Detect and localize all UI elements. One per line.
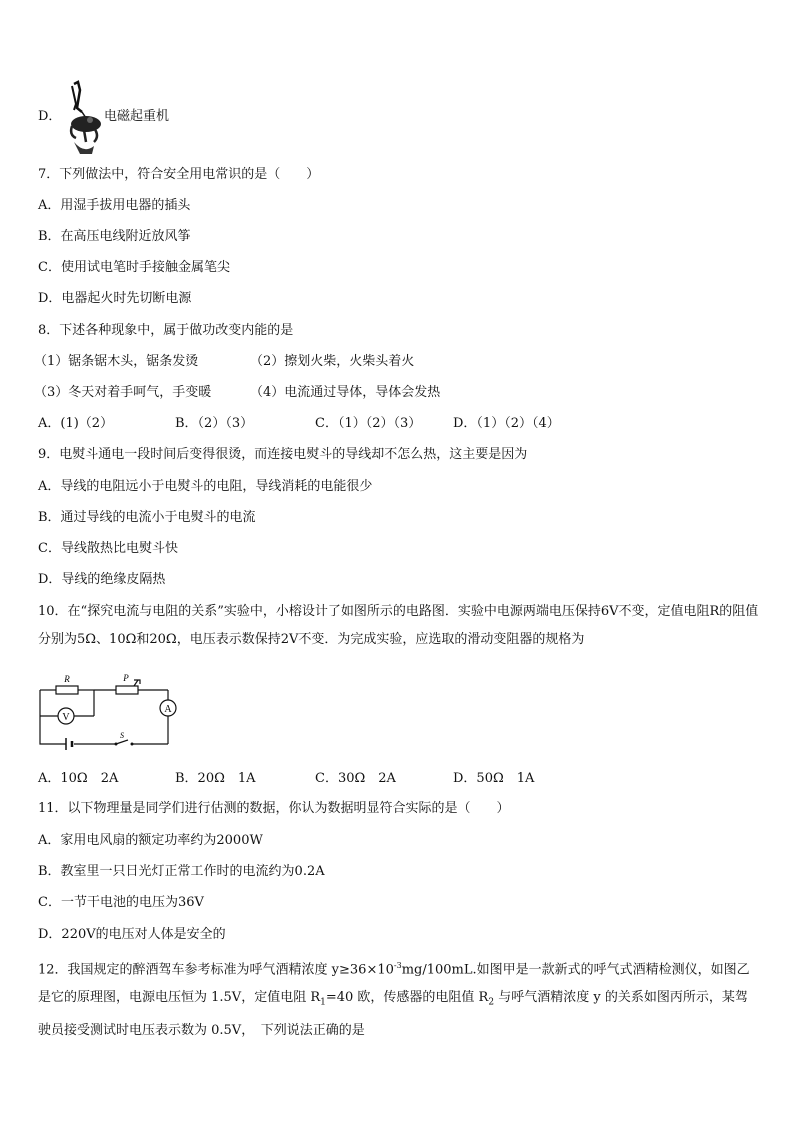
resistor-label: R	[64, 674, 70, 684]
q12-stem-part3: =40 欧，传感器的电阻值 R	[325, 990, 489, 1006]
q10-option-b: B．20Ω 1A	[175, 771, 256, 786]
q10-option-a: A．10Ω 2A	[38, 771, 119, 786]
q8-item-1: （1）锯条锯木头，锯条发烫	[34, 354, 199, 369]
q9-option-a: A．导线的电阻远小于电熨斗的电阻，导线消耗的电能很少	[38, 479, 373, 494]
q11-option-b: B．教室里一只日光灯正常工作时的电流约为0.2A	[38, 864, 325, 879]
q8-item-2: （2）擦划火柴，火柴头着火	[250, 354, 415, 369]
q10-circuit-diagram	[36, 668, 186, 750]
q11-option-d: D．220V的电压对人体是安全的	[38, 927, 226, 942]
electromagnetic-crane-image	[64, 80, 104, 160]
q8-option-c: C．（1）（2）（3）	[315, 416, 422, 431]
q12-r2-subscript: 2	[488, 997, 495, 1008]
resistor-r	[56, 686, 78, 694]
q8-stem: 8．下述各种现象中，属于做功改变内能的是	[38, 323, 294, 338]
q12-stem	[38, 952, 760, 1045]
q7-option-d: D．电器起火时先切断电源	[38, 291, 192, 306]
q7-stem: 7．下列做法中，符合安全用电常识的是（ ）	[38, 167, 320, 182]
q8-option-a: A．(1)（2）	[38, 416, 114, 431]
q8-item-4: （4）电流通过导体，导体会发热	[250, 385, 441, 400]
q11-option-c: C．一节干电池的电压为36V	[38, 895, 204, 910]
q12-exponent: -3	[393, 961, 402, 970]
q12-stem-part1: 12．我国规定的醉酒驾车参考标准为呼气酒精浓度 y≥36×10	[38, 962, 394, 978]
option-letter: D．	[38, 109, 62, 124]
voltmeter-label: V	[62, 712, 70, 723]
q9-option-b: B．通过导线的电流小于电熨斗的电流	[38, 510, 256, 525]
q10-option-c: C．30Ω 2A	[315, 771, 396, 786]
q11-stem: 11．以下物理量是同学们进行估测的数据，你认为数据明显符合实际的是（ ）	[38, 801, 510, 816]
q7-option-b: B．在高压电线附近放风筝	[38, 229, 191, 244]
q8-option-d: D．（1）（2）（4）	[453, 416, 560, 431]
q11-option-a: A．家用电风扇的额定功率约为2000W	[38, 833, 263, 848]
rheostat-label: P	[123, 673, 129, 683]
q12-r1-subscript: 1	[320, 997, 326, 1008]
q10-option-d: D．50Ω 1A	[453, 771, 535, 786]
rheostat	[116, 686, 138, 694]
q6-option-d	[38, 108, 61, 126]
q8-option-b: B．（2）（3）	[175, 416, 254, 431]
q6-option-d-text: 电磁起重机	[104, 109, 170, 124]
ammeter-label: A	[164, 704, 172, 715]
q8-item-3: （3）冬天对着手呵气，手变暖	[34, 385, 212, 400]
q9-stem: 9．电熨斗通电一段时间后变得很烫，而连接电熨斗的导线却不怎么热，这主要是因为	[38, 447, 528, 462]
q12-stem-part4: 与呼气酒精浓度 y 的关系如图丙所示，某驾驶员接受测试时电压表示数为 0.5V， 下列说法正确的是	[38, 990, 748, 1038]
switch-label: S	[120, 731, 124, 740]
q9-option-d: D．导线的绝缘皮隔热	[38, 572, 166, 587]
q9-option-c: C．导线散热比电熨斗快	[38, 541, 178, 556]
q10-stem: 10．在“探究电流与电阻的关系”实验中，小榕设计了如图所示的电路图．实验中电源两端电压保持6V不变，定值电阻R的阻值分别为5Ω、10Ω和20Ω，电压表示数保持2V不变．为完成实验，应选取的滑动变阻器的规格为	[38, 604, 759, 647]
q12-stem-part2: mg/100mL.如图甲是一款新式的呼气式酒精检测仪，如图乙是它的原理图，电源电压恒为 1.5V，定值电阻 R	[38, 962, 750, 1006]
q7-option-c: C．使用试电笔时手接触金属笔尖	[38, 260, 230, 275]
q7-option-a: A．用湿手拔用电器的插头	[38, 198, 191, 213]
